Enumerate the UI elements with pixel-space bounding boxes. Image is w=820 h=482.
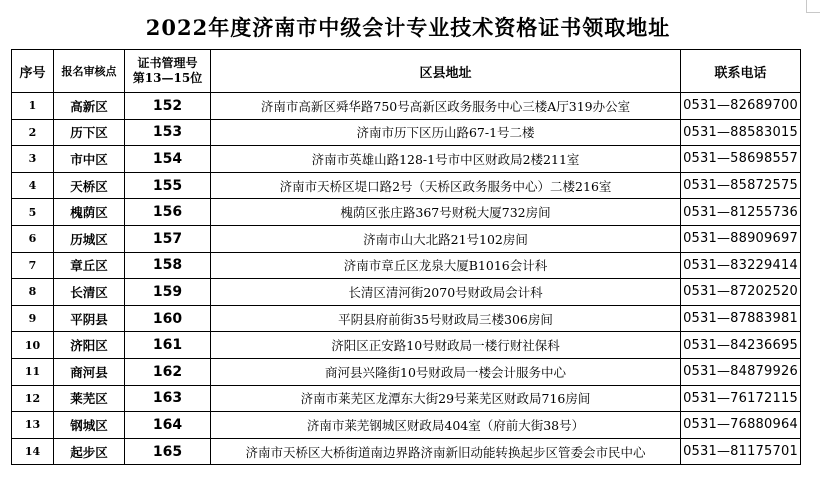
row-code-cell: 152: [125, 93, 211, 120]
row-phone-cell: 0531—84879926: [681, 358, 801, 385]
table-row: [12, 252, 801, 279]
row-code-cell: 157: [125, 225, 211, 252]
row-site-cell: 商河县: [54, 358, 125, 385]
table-row: [12, 279, 801, 306]
row-site-cell: 钢城区: [54, 412, 125, 439]
row-phone-cell: 0531—58698557: [681, 146, 801, 173]
row-site-cell: 高新区: [54, 93, 125, 120]
row-code-cell: 163: [125, 385, 211, 412]
row-code-cell: 165: [125, 438, 211, 465]
row-address-cell: 济南市山大北路21号102房间: [211, 225, 681, 252]
row-phone-cell: 0531—76880964: [681, 412, 801, 439]
row-site-cell: 长清区: [54, 279, 125, 306]
table-row: [12, 438, 801, 465]
row-index-cell: 14: [12, 438, 54, 465]
row-code-cell: 162: [125, 358, 211, 385]
row-phone-cell: 0531—83229414: [681, 252, 801, 279]
row-phone-cell: 0531—82689700: [681, 93, 801, 120]
page-title: 2022年度济南市中级会计专业技术资格证书领取地址: [145, 15, 671, 40]
col-header-code-line1: 证书管理号: [137, 56, 198, 70]
row-code-cell: 158: [125, 252, 211, 279]
row-index-cell: 13: [12, 412, 54, 439]
row-address-cell: 济南市章丘区龙泉大厦B1016会计科: [211, 252, 681, 279]
table-row: [12, 385, 801, 412]
row-phone-cell: 0531—87883981: [681, 305, 801, 332]
row-address-cell: 济南市莱芜区龙潭东大街29号莱芜区财政局716房间: [211, 385, 681, 412]
row-address-cell: 济南市历下区历山路67-1号二楼: [211, 119, 681, 146]
row-address-cell: 济南市天桥区大桥街道南边界路济南新旧动能转换起步区管委会市民中心: [211, 438, 681, 465]
row-code-cell: 160: [125, 305, 211, 332]
row-index-cell: 12: [12, 385, 54, 412]
row-address-cell: 长清区清河街2070号财政局会计科: [211, 279, 681, 306]
table-row: [12, 358, 801, 385]
address-table: [11, 49, 801, 465]
row-code-cell: 153: [125, 119, 211, 146]
row-site-cell: 章丘区: [54, 252, 125, 279]
row-site-cell: 济阳区: [54, 332, 125, 359]
table-row: [12, 172, 801, 199]
row-address-cell: 济南市莱芜钢城区财政局404室（府前大街38号）: [211, 412, 681, 439]
row-site-cell: 平阴县: [54, 305, 125, 332]
row-phone-cell: 0531—81255736: [681, 199, 801, 226]
row-phone-cell: 0531—87202520: [681, 279, 801, 306]
row-site-cell: 莱芜区: [54, 385, 125, 412]
row-phone-cell: 0531—88909697: [681, 225, 801, 252]
row-site-cell: 起步区: [54, 438, 125, 465]
row-index-cell: 8: [12, 279, 54, 306]
col-header-address: 区县地址: [211, 50, 681, 93]
row-index-cell: 3: [12, 146, 54, 173]
table-row: [12, 332, 801, 359]
table-row: [12, 199, 801, 226]
col-header-phone: 联系电话: [681, 50, 801, 93]
col-header-site: 报名审核点: [54, 50, 125, 93]
table-row: [12, 412, 801, 439]
row-phone-cell: 0531—81175701: [681, 438, 801, 465]
sheet-corner: [806, 0, 820, 13]
row-code-cell: 164: [125, 412, 211, 439]
row-phone-cell: 0531—85872575: [681, 172, 801, 199]
row-address-cell: 济阳区正安路10号财政局一楼行财社保科: [211, 332, 681, 359]
row-index-cell: 6: [12, 225, 54, 252]
row-index-cell: 11: [12, 358, 54, 385]
row-site-cell: 市中区: [54, 146, 125, 173]
row-address-cell: 济南市天桥区堤口路2号（天桥区政务服务中心）二楼216室: [211, 172, 681, 199]
row-address-cell: 济南市高新区舜华路750号高新区政务服务中心三楼A厅319办公室: [211, 93, 681, 120]
row-code-cell: 155: [125, 172, 211, 199]
row-phone-cell: 0531—76172115: [681, 385, 801, 412]
table-row: [12, 146, 801, 173]
row-site-cell: 历城区: [54, 225, 125, 252]
row-code-cell: 156: [125, 199, 211, 226]
table-row: [12, 305, 801, 332]
row-index-cell: 5: [12, 199, 54, 226]
table-row: [12, 225, 801, 252]
table-row: [12, 93, 801, 120]
row-address-cell: 商河县兴隆街10号财政局一楼会计服务中心: [211, 358, 681, 385]
row-code-cell: 154: [125, 146, 211, 173]
row-code-cell: 161: [125, 332, 211, 359]
table-body: [12, 93, 801, 465]
row-code-cell: 159: [125, 279, 211, 306]
row-phone-cell: 0531—88583015: [681, 119, 801, 146]
row-site-cell: 天桥区: [54, 172, 125, 199]
row-index-cell: 10: [12, 332, 54, 359]
row-index-cell: 1: [12, 93, 54, 120]
row-index-cell: 4: [12, 172, 54, 199]
table-row: [12, 119, 801, 146]
row-site-cell: 槐荫区: [54, 199, 125, 226]
row-address-cell: 平阴县府前街35号财政局三楼306房间: [211, 305, 681, 332]
row-address-cell: 槐荫区张庄路367号财税大厦732房间: [211, 199, 681, 226]
col-header-code: [125, 50, 211, 93]
row-site-cell: 历下区: [54, 119, 125, 146]
row-phone-cell: 0531—84236695: [681, 332, 801, 359]
row-index-cell: 9: [12, 305, 54, 332]
row-index-cell: 2: [12, 119, 54, 146]
row-address-cell: 济南市英雄山路128-1号市中区财政局2楼211室: [211, 146, 681, 173]
header-row: [12, 50, 801, 93]
row-index-cell: 7: [12, 252, 54, 279]
col-header-index: 序号: [12, 50, 54, 93]
col-header-code-line2: 第13—15位: [132, 71, 203, 85]
